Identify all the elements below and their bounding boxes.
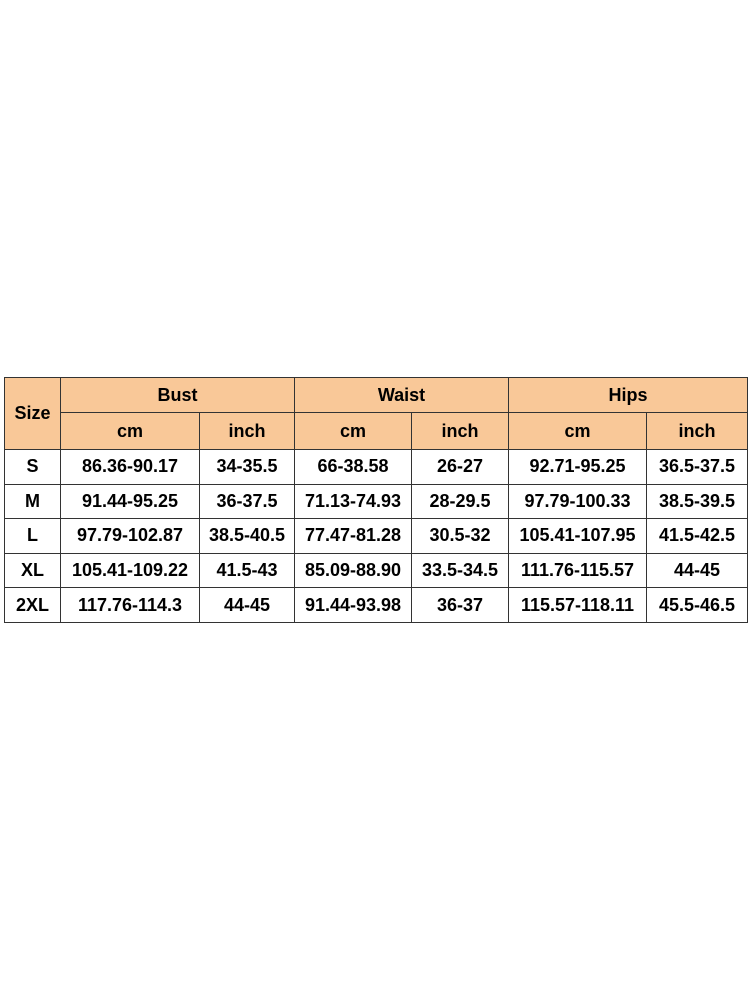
group-header-row xyxy=(5,378,748,413)
value-cell: 34-35.5 xyxy=(200,450,295,485)
value-cell: 115.57-118.11 xyxy=(509,588,647,623)
table-row xyxy=(5,484,748,519)
value-cell: 91.44-95.25 xyxy=(61,484,200,519)
value-cell: 91.44-93.98 xyxy=(295,588,412,623)
value-cell: 117.76-114.3 xyxy=(61,588,200,623)
value-cell: 38.5-39.5 xyxy=(647,484,748,519)
bust-header-cell: Bust xyxy=(61,378,295,413)
value-cell: 97.79-102.87 xyxy=(61,519,200,554)
value-cell: 41.5-43 xyxy=(200,553,295,588)
size-chart-table xyxy=(4,377,748,623)
value-cell: 66-38.58 xyxy=(295,450,412,485)
value-cell: 30.5-32 xyxy=(412,519,509,554)
value-cell: 111.76-115.57 xyxy=(509,553,647,588)
value-cell: 36-37 xyxy=(412,588,509,623)
unit-header-cell: inch xyxy=(412,413,509,450)
value-cell: 92.71-95.25 xyxy=(509,450,647,485)
unit-header-cell: inch xyxy=(647,413,748,450)
value-cell: 38.5-40.5 xyxy=(200,519,295,554)
value-cell: 105.41-107.95 xyxy=(509,519,647,554)
unit-header-cell: cm xyxy=(61,413,200,450)
size-cell: S xyxy=(5,450,61,485)
value-cell: 44-45 xyxy=(200,588,295,623)
table-row xyxy=(5,519,748,554)
size-cell: XL xyxy=(5,553,61,588)
value-cell: 77.47-81.28 xyxy=(295,519,412,554)
hips-header-cell: Hips xyxy=(509,378,748,413)
value-cell: 71.13-74.93 xyxy=(295,484,412,519)
unit-header-cell: cm xyxy=(295,413,412,450)
value-cell: 26-27 xyxy=(412,450,509,485)
value-cell: 86.36-90.17 xyxy=(61,450,200,485)
value-cell: 41.5-42.5 xyxy=(647,519,748,554)
unit-header-cell: cm xyxy=(509,413,647,450)
value-cell: 85.09-88.90 xyxy=(295,553,412,588)
size-cell: M xyxy=(5,484,61,519)
value-cell: 28-29.5 xyxy=(412,484,509,519)
size-cell: 2XL xyxy=(5,588,61,623)
size-cell: L xyxy=(5,519,61,554)
value-cell: 44-45 xyxy=(647,553,748,588)
table-row xyxy=(5,553,748,588)
table-row xyxy=(5,450,748,485)
value-cell: 97.79-100.33 xyxy=(509,484,647,519)
unit-header-row xyxy=(5,413,748,450)
unit-header-cell: inch xyxy=(200,413,295,450)
value-cell: 33.5-34.5 xyxy=(412,553,509,588)
table-row xyxy=(5,588,748,623)
value-cell: 105.41-109.22 xyxy=(61,553,200,588)
waist-header-cell: Waist xyxy=(295,378,509,413)
value-cell: 45.5-46.5 xyxy=(647,588,748,623)
size-header-cell: Size xyxy=(5,378,61,450)
value-cell: 36.5-37.5 xyxy=(647,450,748,485)
value-cell: 36-37.5 xyxy=(200,484,295,519)
